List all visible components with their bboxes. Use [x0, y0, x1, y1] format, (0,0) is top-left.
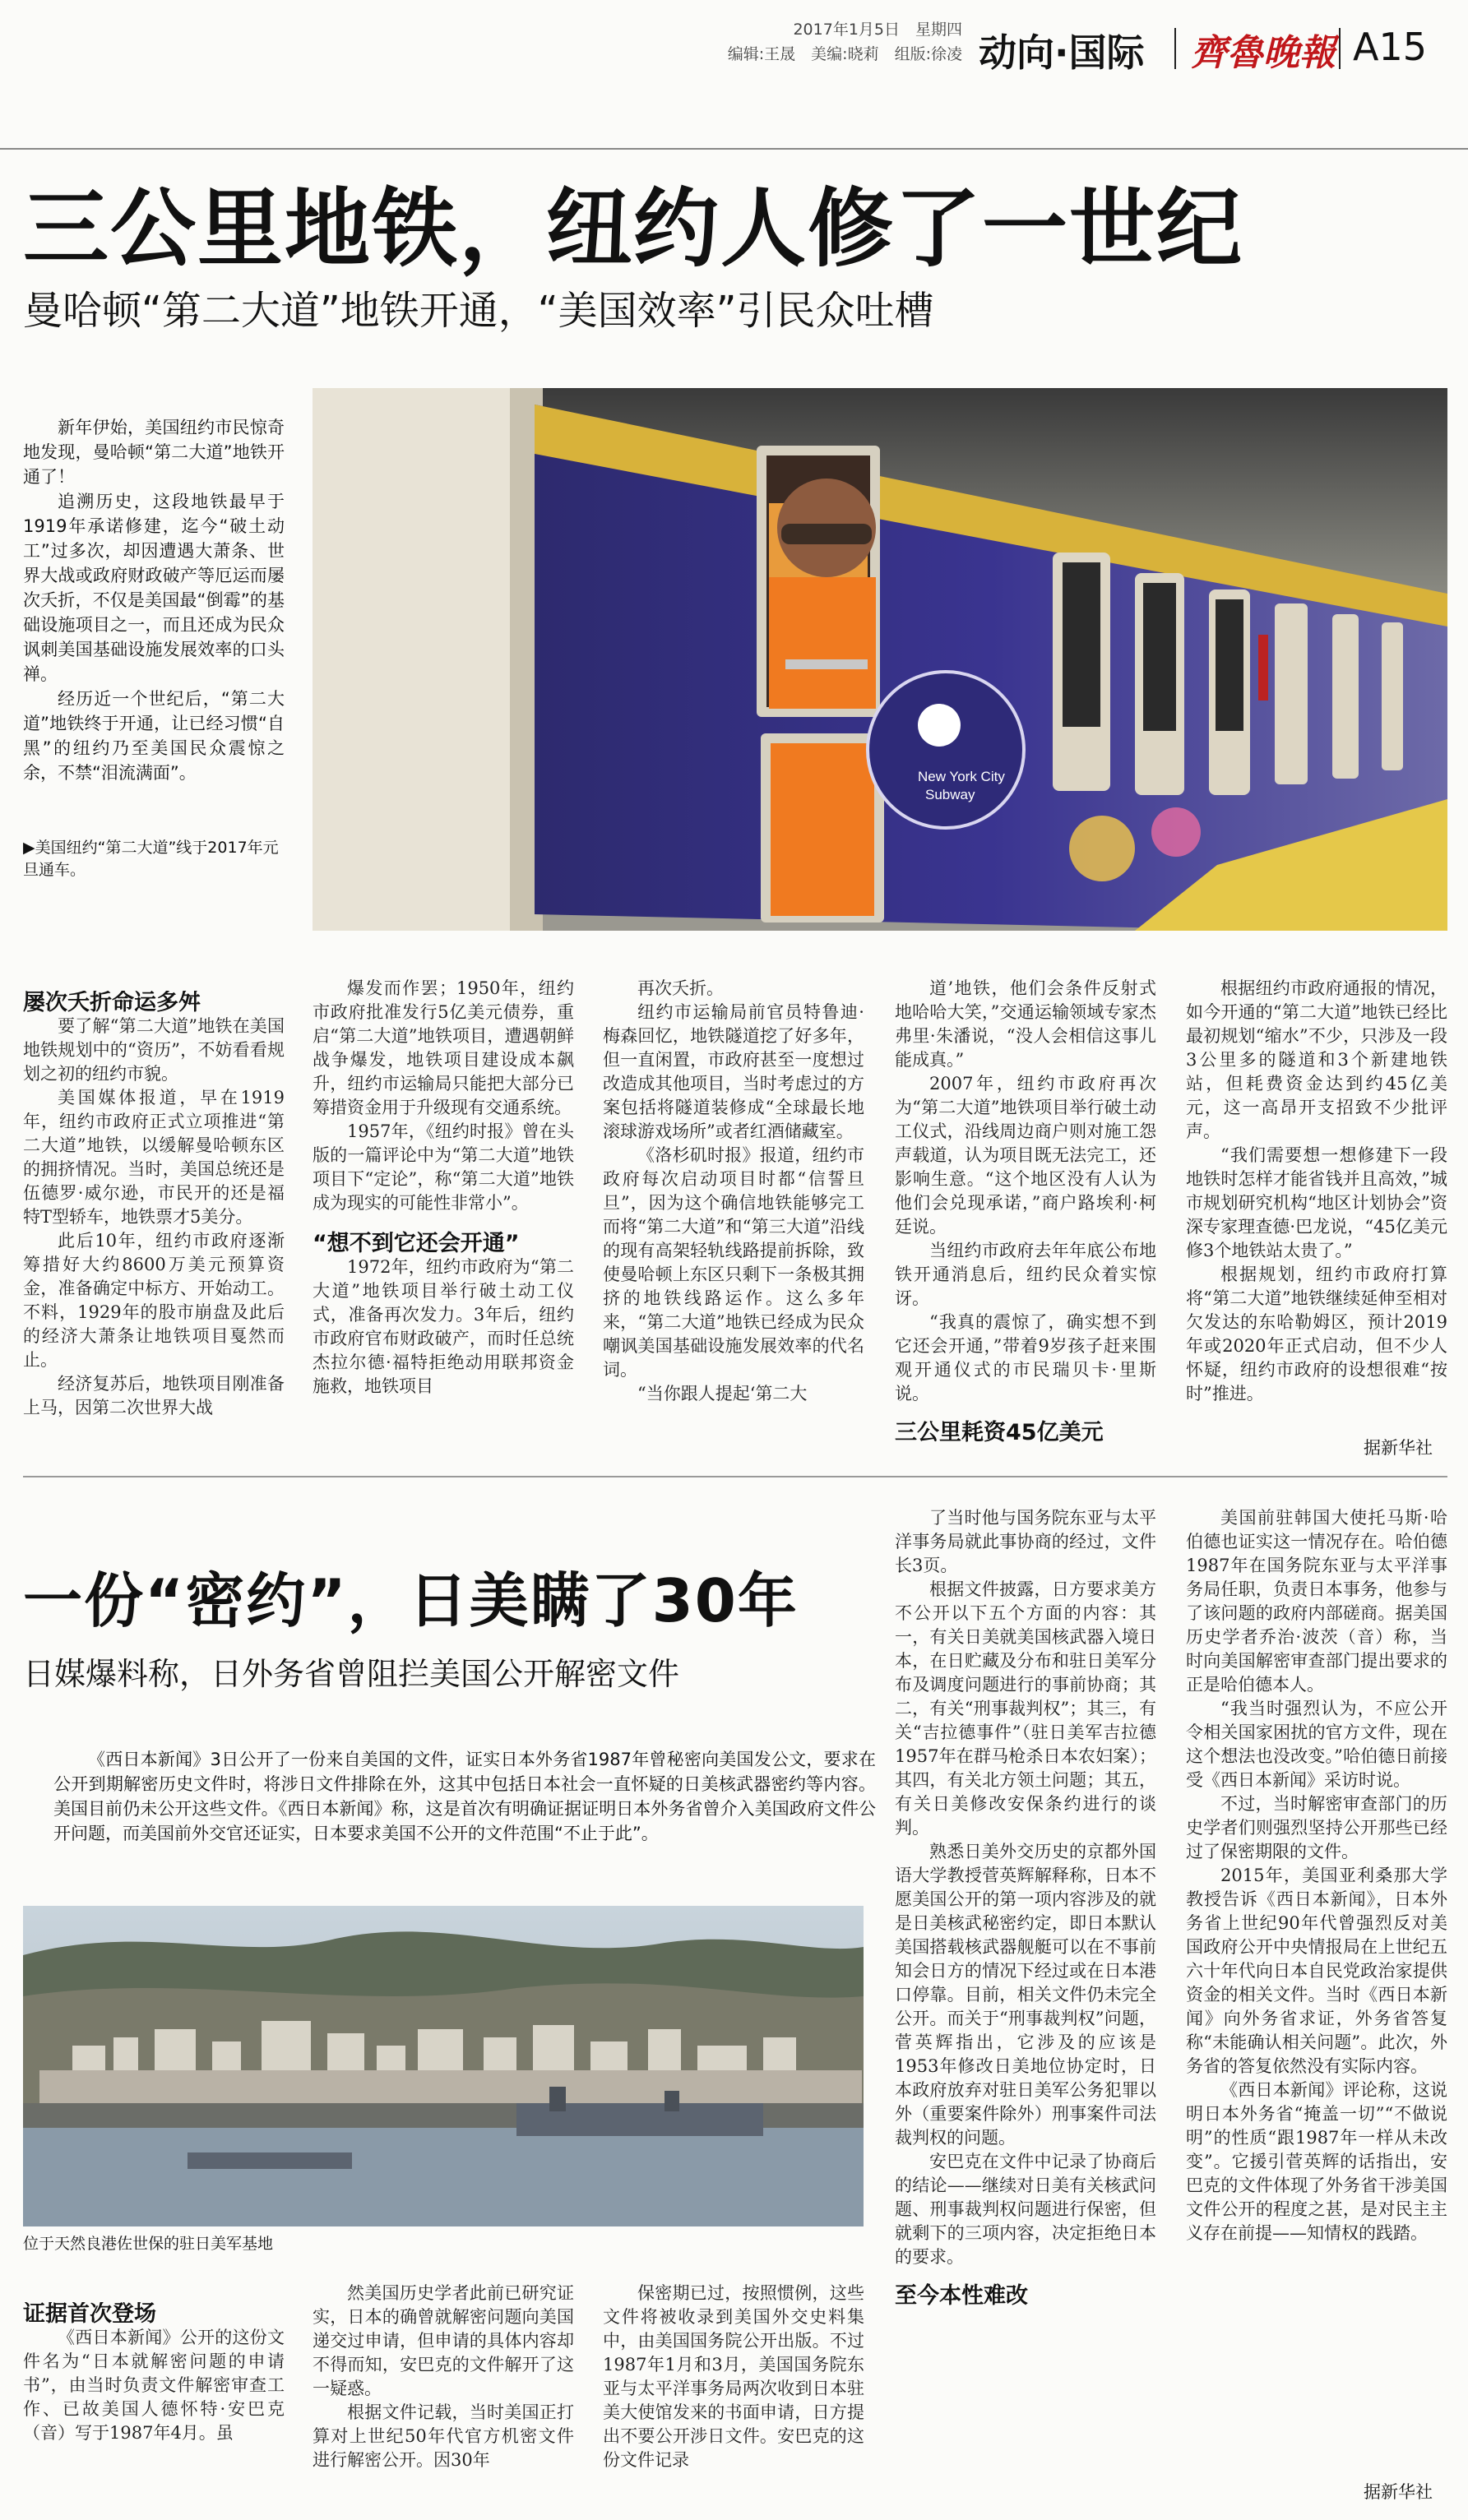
story1-column-5	[1186, 977, 1447, 1429]
column-paragraph: 当纽约市政府去年年底公布地铁开通消息后，纽约民众着实惊讶。	[895, 1241, 1156, 1308]
column-paragraph: 2007年，纽约市政府再次为“第二大道”地铁项目举行破土动工仪式，沿线周边商户则对施工怨声载道，认为项目既无法完工，还影响生意。“这个地区没有人认为他们会兑现承诺，”商户路埃利·柯廷说。	[895, 1074, 1156, 1237]
lead-paragraph: 经历近一个世纪后，“第二大道”地铁终于开通，让已经习惯“自黑”的纽约乃至美国民众震惊之余，不禁“泪流满面”。	[23, 689, 285, 783]
lead-paragraph: 《西日本新闻》3日公开了一份来自美国的文件，证实日本外务省1987年曾秘密向美国发公文，要求在公开到期解密历史文件时，将涉日文件排除在外，这其中包括日本社会一直怀疑的日美核武器密约等内容。美国目前仍未公开这些文件。《西日本新闻》称，这是首次有明确证据证明日本外务省曾介入美国政府文件公开问题，而美国前外交官还证实，日本要求美国不公开的文件范围“不止于此”。	[53, 1750, 876, 1843]
story2-column-1	[23, 2302, 285, 2508]
column-paragraph: 美国媒体报道，早在1919年，纽约市政府正式立项推进“第二大道”地铁，以缓解曼哈顿东区的拥挤情况。当时，美国总统还是伍德罗·威尔逊，市民开的还是福特T型轿车，地铁票才5美分。	[23, 1088, 285, 1227]
column-paragraph: “我们需要想一想修建下一段地铁时怎样才能省钱并且高效，”城市规划研究机构“地区计划协会”资深专家理查德·巴龙说，“45亿美元修3个地铁站太贵了。”	[1186, 1145, 1447, 1260]
column-heading: “想不到它还会开通”	[313, 1231, 520, 1256]
column-heading: 至今本性难改	[895, 2283, 1028, 2309]
harbor-illustration	[23, 1906, 864, 2226]
masthead-divider	[1339, 28, 1341, 69]
column-paragraph: 熟悉日美外交历史的京都外国语大学教授菅英辉解释称，日本不愿美国公开的第一项内容涉及的就是日美核武秘密约定，即日本默认美国搭载核武器舰艇可以在不事前知会日方的情况下经过或在日本港口停靠。目前，相关文件仍未完全公开。而关于“刑事裁判权”问题，菅英辉指出，它涉及的应该是1953年修改日美地位协定时，日本政府放弃对驻日美军公务犯罪以外（重要案件除外）刑事案件司法裁判权的问题。	[895, 1842, 1156, 2148]
column-paragraph: 《西日本新闻》评论称，这说明日本外务省“掩盖一切”“不做说明”的性质“跟1987年一样从未改变”。它援引菅英辉的话指出，安巴克的文件体现了外务省干涉美国文件公开的程度之甚，是对民主主义存在前提——知情权的践踏。	[1186, 2080, 1447, 2243]
story1-source: 据新华社	[1364, 1438, 1433, 1458]
subway-illustration	[313, 388, 1447, 931]
masthead-date: 2017年1月5日 星期四	[793, 21, 962, 39]
column-paragraph: 了当时他与国务院东亚与太平洋事务局就此事协商的经过，文件长3页。	[895, 1508, 1156, 1575]
column-paragraph: 1957年，《纽约时报》曾在头版的一篇评论中为“第二大道”地铁项目下“定论”，称“第二大道”地铁成为现实的可能性非常小”。	[313, 1121, 574, 1213]
section-title: 动向·国际	[979, 30, 1145, 75]
lead-paragraph: 新年伊始，美国纽约市民惊奇地发现，曼哈顿“第二大道”地铁开通了！	[23, 418, 285, 487]
story2-column-2	[313, 2282, 574, 2508]
column-paragraph: 《西日本新闻》公开的这份文件名为“日本就解密问题的申请书”，由当时负责文件解密审查工作、已故美国人德怀特·安巴克（音）写于1987年4月。虽	[23, 2328, 285, 2443]
column-paragraph: “我真的震惊了，确实想不到它还会开通，”带着9岁孩子赶来围观开通仪式的市民瑞贝卡·里斯说。	[895, 1312, 1156, 1403]
story2-column-3	[603, 2282, 864, 2508]
subway-photo	[313, 388, 1447, 931]
column-paragraph: 2015年，美国亚利桑那大学教授告诉《西日本新闻》，日本外务省上世纪90年代曾强烈反对美国政府公开中央情报局在上世纪五六十年代向日本自民党政治家提供资金的相关文件。当时《西日本新闻》向外务省求证，外务省答复称“未能确认相关问题”。此次，外务省的答复依然没有实际内容。	[1186, 1866, 1447, 2076]
masthead-divider	[1174, 28, 1176, 69]
column-paragraph: 根据纽约市政府通报的情况，如今开通的“第二大道”地铁已经比最初规划“缩水”不少，只涉及一段3公里多的隧道和3个新建地铁站，但耗费资金达到约45亿美元，这一高昂开支招致不少批评声。	[1186, 978, 1447, 1141]
column-paragraph: “当你跟人提起‘第二大	[637, 1384, 808, 1403]
story2-source: 据新华社	[1364, 2482, 1433, 2502]
story2-headline: 一份“密约”，日美瞒了30年	[23, 1566, 799, 1635]
story-divider	[23, 1476, 1447, 1477]
story1-photo-caption: ▶美国纽约“第二大道”线于2017年元旦通车。	[23, 839, 279, 879]
story2-lead	[53, 1747, 876, 1846]
column-heading: 屡次夭折命运多舛	[23, 991, 201, 1015]
column-paragraph: 道’地铁，他们会条件反射式地哈哈大笑，”交通运输领域专家杰弗里·朱潘说，“没人会相信这事儿能成真。”	[895, 978, 1156, 1070]
masthead-rule	[0, 148, 1468, 150]
masthead-staff: 编辑:王晟 美编:晓莉 组版:徐凌	[727, 45, 962, 63]
column-paragraph: 再次夭折。	[637, 978, 724, 998]
lead-paragraph: 追溯历史，这段地铁最早于1919年承诺修建，迄今“破土动工”过多次，却因遭遇大萧条、世界大战或政府财政破产等厄运而屡次夭折，不仅是美国最“倒霉”的基础设施项目之一，而且还成为民众讽刺美国基础设施发展效率的口头禅。	[23, 492, 285, 684]
story1-lead	[23, 415, 285, 785]
column-paragraph: 根据文件披露，日方要求美方不公开以下五个方面的内容：其一，有关日美就美国核武器入境日本，在日贮藏及分布和驻日美军分布及调度问题进行的事前协商；其二，有关“刑事裁判权”；其三，有关“吉拉德事件”（驻日美军吉拉德1957年在群马枪杀日本农妇案）；其四，有关北方领土问题；其五，有关日美修改安保条约进行的谈判。	[895, 1579, 1156, 1838]
column-heading: 证据首次登场	[23, 2302, 156, 2327]
story1-column-3	[603, 977, 864, 1451]
column-paragraph: 经济复苏后，地铁项目刚准备上马，因第二次世界大战	[23, 1374, 285, 1417]
story1-subhead: 曼哈顿“第二大道”地铁开通，“美国效率”引民众吐槽	[23, 288, 934, 334]
page-number: A15	[1353, 25, 1428, 69]
harbor-photo	[23, 1906, 864, 2226]
story1-column-1	[23, 991, 285, 1451]
column-paragraph: 此后10年，纽约市政府逐渐筹措好大约8600万美元预算资金，准备确定中标方、开始动工。不料，1929年的股市崩盘及此后的经济大萧条让地铁项目戛然而止。	[23, 1231, 285, 1370]
column-paragraph: “我当时强烈认为，不应公开令相关国家困扰的官方文件，现在这个想法也没改变。”哈伯德日前接受《西日本新闻》采访时说。	[1186, 1699, 1447, 1790]
story1-column-2	[313, 977, 574, 1451]
subway-logo-text: New York City	[918, 769, 1005, 784]
story1-column-4	[895, 977, 1156, 1462]
svg-text:Subway: Subway	[925, 787, 975, 802]
story2-column-5	[1186, 1506, 1447, 2472]
column-paragraph: 不过，当时解密审查部门的历史学者们则强烈坚持公开那些已经过了保密期限的文件。	[1186, 1794, 1447, 1861]
story1-headline: 三公里地铁，纽约人修了一世纪	[23, 178, 1244, 279]
column-paragraph: 美国前驻韩国大使托马斯·哈伯德也证实这一情况存在。哈伯德1987年在国务院东亚与太平洋事务局任职，负责日本事务，他参与了该问题的政府内部磋商。据美国历史学者乔治·波茨（音）称，当时向美国解密审查部门提出要求的正是哈伯德本人。	[1186, 1508, 1447, 1695]
column-paragraph: 1972年，纽约市政府为“第二大道”地铁项目举行破土动工仪式，准备再次发力。3年后，纽约市政府官布财政破产，而时任总统杰拉尔德·福特拒绝动用联邦资金施救，地铁项目	[313, 1257, 574, 1396]
column-paragraph: 纽约市运输局前官员特鲁迪·梅森回忆，地铁隧道挖了好多年，但一直闲置，市政府甚至一度想过改造成其他项目，当时考虑过的方案包括将隧道装修成“全球最长地滚球游戏场所”或者红酒储藏室。	[603, 1002, 864, 1141]
story2-subhead: 日媒爆料称，日外务省曾阻拦美国公开解密文件	[23, 1656, 680, 1692]
column-paragraph: 《洛杉矶时报》报道，纽约市政府每次启动项目时都“信誓旦旦”，因为这个确信地铁能够完工而将“第二大道”和“第三大道”沿线的现有高架轻轨线路提前拆除，致使曼哈顿上东区只剩下一条极其拥挤的地铁线路运作。这么多年来，“第二大道”地铁已经成为民众嘲讽美国基础设施发展效率的代名词。	[603, 1145, 864, 1380]
story2-column-4	[895, 1506, 1156, 2505]
column-paragraph: 保密期已过，按照惯例，这些文件将被收录到美国外交史料集中，由美国国务院公开出版。不过1987年1月和3月，美国国务院东亚与太平洋事务局两次收到日本驻美大使馆发来的书面申请，日方提出不要公开涉日文件。安巴克的这份文件记录	[603, 2283, 864, 2470]
column-paragraph: 然美国历史学者此前已研究证实，日本的确曾就解密问题向美国递交过申请，但申请的具体内容却不得而知，安巴克的文件解开了这一疑惑。	[313, 2283, 574, 2398]
column-paragraph: 爆发而作罢；1950年，纽约市政府批准发行5亿美元债券，重启“第二大道”地铁项目，遭遇朝鲜战争爆发，地铁项目建设成本飙升，纽约市运输局只能把大部分已筹措资金用于升级现有交通系统。	[313, 978, 574, 1117]
column-heading: 三公里耗资45亿美元	[895, 1420, 1104, 1445]
story2-photo-caption: 位于天然良港佐世保的驻日美军基地	[23, 2235, 274, 2253]
column-paragraph: 要了解“第二大道”地铁在美国地铁规划中的“资历”，不妨看看规划之初的纽约市貌。	[23, 1016, 285, 1084]
column-paragraph: 安巴克在文件中记录了协商后的结论——继续对日美有关核武问题、刑事裁判权问题进行保密，但就剩下的三项内容，决定拒绝日本的要求。	[895, 2152, 1156, 2267]
column-paragraph: 根据规划，纽约市政府打算将“第二大道”地铁继续延伸至相对欠发达的东哈勒姆区，预计2019年或2020年正式启动，但不少人怀疑，纽约市政府的设想很难“按时”推进。	[1186, 1265, 1447, 1403]
newspaper-logo: 齊魯晚報	[1191, 32, 1336, 74]
column-paragraph: 根据文件记载，当时美国正打算对上世纪50年代官方机密文件进行解密公开。因30年	[313, 2402, 574, 2470]
